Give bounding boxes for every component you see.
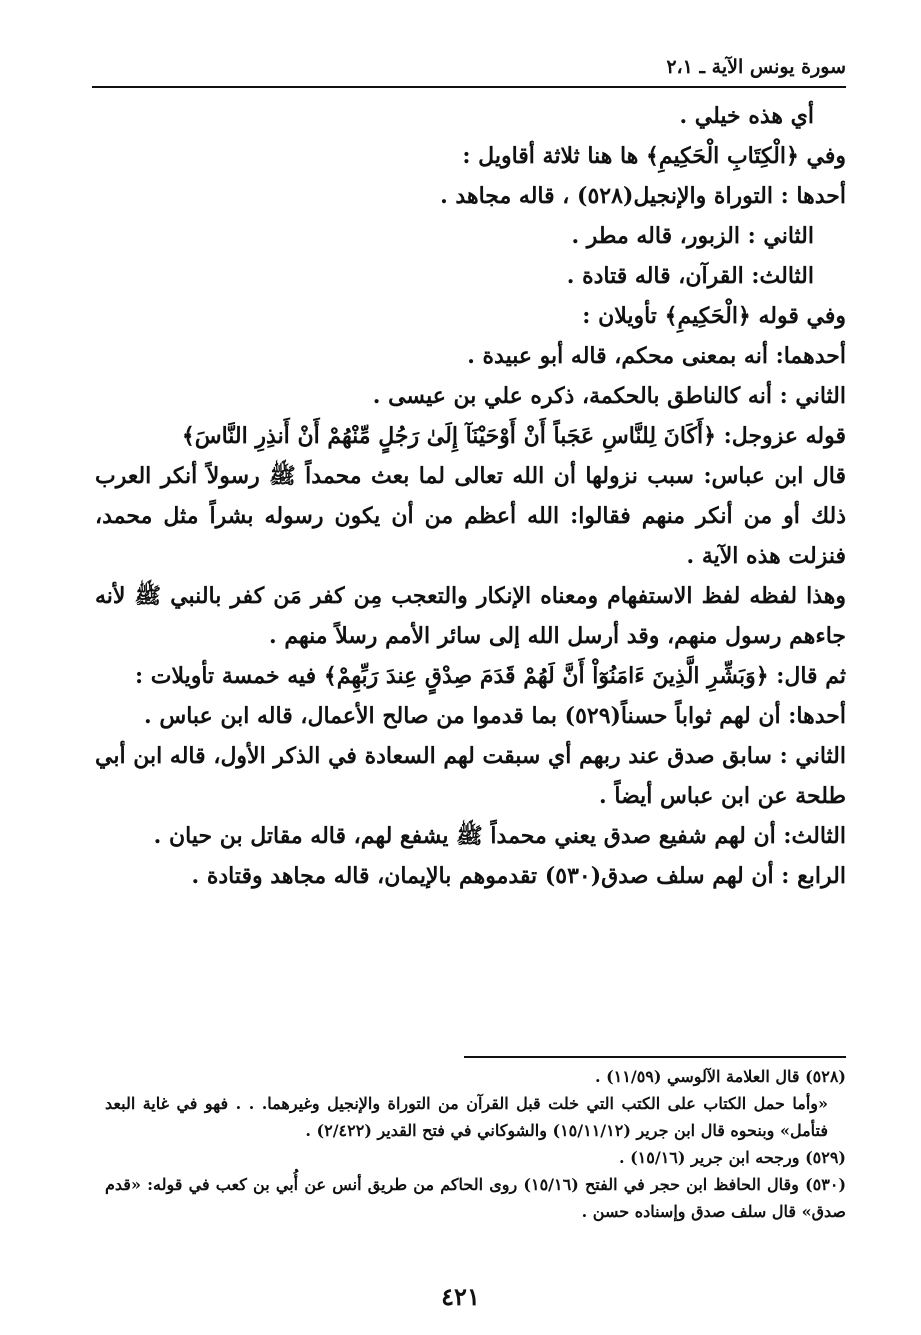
text-line: وفي ﴿الْكِتَابِ الْحَكِيمِ﴾ ها هنا ثلاثة أقاويل : bbox=[462, 143, 846, 169]
text-line: الثالث: القرآن، قاله قتادة . bbox=[566, 263, 814, 289]
text-paragraph: الثالث: أن لهم شفيع صدق يعني محمداً ﷺ يشفع لهم، قاله مقاتل بن حيان . bbox=[153, 823, 846, 849]
text-paragraph: ثم قال: ﴿وَبَشِّرِ الَّذِينَ ءَامَنُوٓاْ أَنَّ لَهُمْ قَدَمَ صِدْقٍ عِندَ رَبِّهِمْ﴾ فيه خمسة تأويلات : bbox=[134, 663, 846, 689]
running-header bbox=[92, 52, 846, 88]
footnote-continuation: «وأما حمل الكتاب على الكتب التي خلت قبل القرآن من التوراة والإنجيل وغيرهما. . . فهو في غاية البعد فتأمل» وبنحوه قال ابن جرير (١٥/١١/١٢) والشوكاني في فتح القدير (٢/٤٢٢) . bbox=[105, 1094, 828, 1140]
text-paragraph: قال ابن عباس: سبب نزولها أن الله تعالى لما بعث محمداً ﷺ رسولاً أنكر العرب ذلك أو من أنكر منهم فقالوا: الله أعظم من أن يكون رسوله بشراً مثل محمد، فنزلت هذه الآية . bbox=[95, 463, 846, 569]
text-paragraph: وهذا لفظه لفظ الاستفهام ومعناه الإنكار والتعجب مِن كفر مَن كفر بالنبي ﷺ لأنه جاءهم رسول منهم، وقد أرسل الله إلى سائر الأمم رسلاً منهم . bbox=[95, 583, 846, 649]
text-paragraph: الثاني : سابق صدق عند ربهم أي سبقت لهم السعادة في الذكر الأول، قاله ابن أبي طلحة عن ابن عباس أيضاً . bbox=[95, 743, 846, 809]
text-line: أحدها: أن لهم ثواباً حسناً(٥٢٩) بما قدموا من صالح الأعمال، قاله ابن عباس . bbox=[144, 703, 846, 729]
text-line: الثاني : أنه كالناطق بالحكمة، ذكره علي بن عيسى . bbox=[372, 383, 846, 409]
text-line: الرابع : أن لهم سلف صدق(٥٣٠) تقدموهم بالإيمان، قاله مجاهد وقتادة . bbox=[191, 863, 846, 889]
text-line: أحدهما: أنه بمعنى محكم، قاله أبو عبيدة . bbox=[467, 343, 846, 369]
page-number: ٤٢١ bbox=[441, 1282, 480, 1311]
footnote: (٥٢٨) قال العلامة الآلوسي (١١/٥٩) . bbox=[594, 1067, 846, 1086]
text-line: قوله عزوجل: ﴿أَكَانَ لِلنَّاسِ عَجَباً أَنْ أَوْحَيْنَآ إِلَىٰ رَجُلٍ مِّنْهُمْ أَنْ أَنذِرِ النَّاسَ﴾ bbox=[181, 423, 846, 449]
text-line: أحدها : التوراة والإنجيل(٥٢٨) ، قاله مجاهد . bbox=[440, 183, 846, 209]
footnote: (٥٣٠) وقال الحافظ ابن حجر في الفتح (١٥/١٦) روى الحاكم من طريق أنس عن أُبي بن كعب في قوله: «قدم صدق» قال سلف صدق وإسناده حسن . bbox=[105, 1175, 847, 1221]
text-line: الثاني : الزبور، قاله مطر . bbox=[571, 223, 814, 249]
text-line: أي هذه خيلي . bbox=[679, 103, 814, 129]
main-text bbox=[95, 96, 846, 896]
footnote-divider bbox=[464, 1056, 846, 1058]
text-line: وفي قوله ﴿الْحَكِيمِ﴾ تأويلان : bbox=[582, 303, 846, 329]
footnotes bbox=[105, 1063, 846, 1225]
footnote: (٥٢٩) ورجحه ابن جرير (١٥/١٦) . bbox=[618, 1148, 846, 1167]
header-title: سورة يونس الآية ـ ٢،١ bbox=[666, 56, 846, 78]
